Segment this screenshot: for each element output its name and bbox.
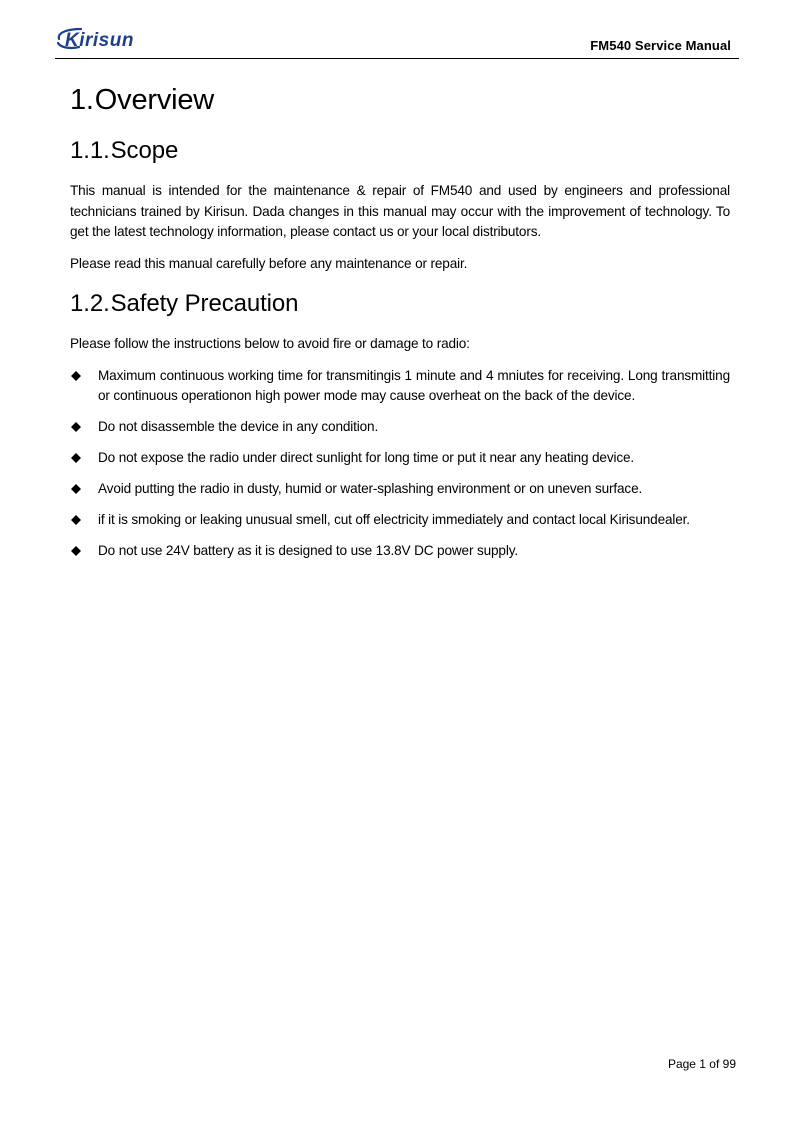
safety-item-text: Maximum continuous working time for transmitingis 1 minute and 4 mniutes for receiving. Long transmitting or continuous operationon high power mode may cause overheat on the back of the device. (98, 367, 730, 403)
safety-item-text: Avoid putting the radio in dusty, humid or water-splashing environment or on uneven surface. (98, 481, 643, 496)
diamond-bullet-icon (71, 422, 81, 432)
diamond-bullet-icon (71, 484, 81, 494)
section-title: Safety Precaution (110, 290, 299, 317)
document-title: FM540 Service Manual (590, 38, 731, 53)
diamond-bullet-icon (71, 453, 81, 463)
safety-list (70, 366, 730, 562)
safety-item (70, 366, 730, 407)
section-number: 1.1. (70, 137, 110, 164)
scope-paragraph: This manual is intended for the maintenance & repair of FM540 and used by engineers and professional technicians trained by Kirisun. Dada changes in this manual may occur with the improvement of technology. To get the latest technology information, please contact us or your local distributors. (70, 183, 730, 239)
section-heading-scope (70, 135, 730, 167)
section-heading-safety (70, 288, 730, 320)
diamond-bullet-icon (71, 515, 81, 525)
safety-item (70, 510, 730, 531)
section-number: 1. (70, 84, 94, 116)
logo-wordmark: Kirisun (65, 30, 134, 51)
diamond-bullet-icon (71, 546, 81, 556)
safety-item (70, 479, 730, 500)
safety-item (70, 448, 730, 469)
safety-item-text: Do not disassemble the device in any condition. (98, 419, 379, 434)
safety-item-text: Do not use 24V battery as it is designed to use 13.8V DC power supply. (98, 543, 518, 558)
safety-item (70, 541, 730, 562)
read-manual-paragraph: Please read this manual carefully before any maintenance or repair. (70, 255, 468, 271)
page-content (70, 76, 730, 572)
page-header (55, 24, 739, 59)
section-number: 1.2. (70, 290, 110, 317)
safety-item-text: Do not expose the radio under direct sunlight for long time or put it near any heating device. (98, 450, 635, 465)
diamond-bullet-icon (71, 371, 81, 381)
section-title: Scope (110, 137, 179, 164)
safety-item-text: if it is smoking or leaking unusual smell, cut off electricity immediately and contact local Kirisundealer. (98, 512, 690, 527)
section-heading-overview (70, 80, 730, 120)
kirisun-logo (55, 26, 151, 52)
page-number: Page 1 of 99 (667, 1057, 736, 1071)
section-title: Overview (94, 84, 215, 116)
safety-item (70, 417, 730, 438)
safety-intro: Please follow the instructions below to avoid fire or damage to radio: (70, 336, 470, 351)
